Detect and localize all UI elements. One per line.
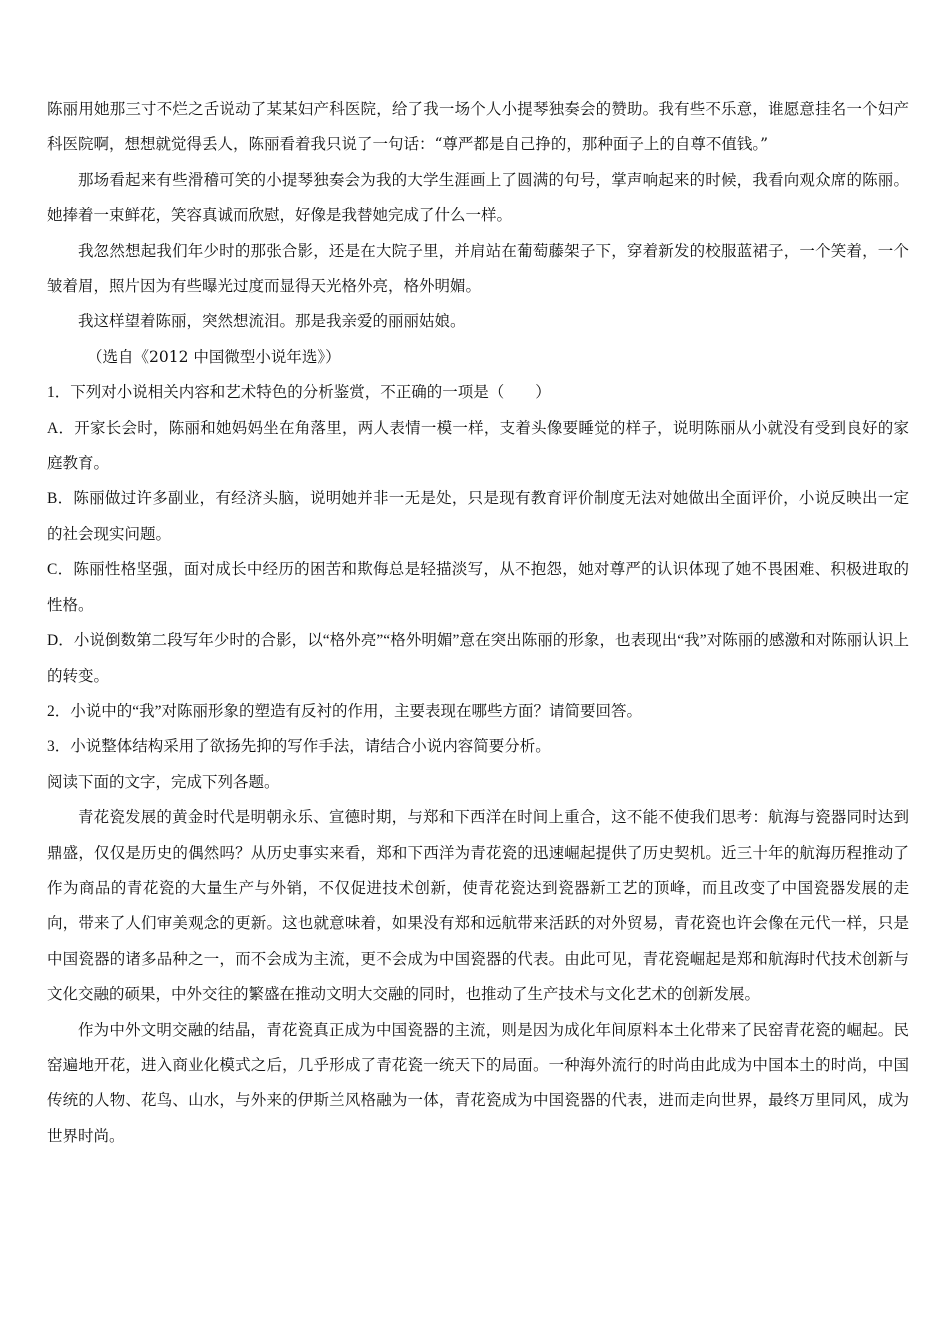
document-page [47,92,909,1154]
reading-paragraph-1: 青花瓷发展的黄金时代是明朝永乐、宣德时期，与郑和下西洋在时间上重合，这不能不使我们思考：航海与瓷器同时达到鼎盛，仅仅是历史的偶然吗？从历史事实来看，郑和下西洋为青花瓷的迅速崛起提供了历史契机。近三十年的航海历程推动了作为商品的青花瓷的大量生产与外销，不仅促进技术创新，使青花瓷达到瓷器新工艺的顶峰，而且改变了中国瓷器发展的走向，带来了人们审美观念的更新。这也就意味着，如果没有郑和远航带来活跃的对外贸易，青花瓷也许会像在元代一样，只是中国瓷器的诸多品种之一，而不会成为主流，更不会成为中国瓷器的代表。由此可见，青花瓷崛起是郑和航海时代技术创新与文化交融的硕果，中外交往的繁盛在推动文明大交融的同时，也推动了生产技术与文化艺术的创新发展。 [47,808,909,1004]
story-paragraph-4: 我这样望着陈丽，突然想流泪。那是我亲爱的丽丽姑娘。 [78,312,466,331]
option-c: C．陈丽性格坚强，面对成长中经历的困苦和欺侮总是轻描淡写，从不抱怨，她对尊严的认识体现了她不畏困难、积极进取的性格。 [47,561,909,614]
question-2: 2．小说中的“我”对陈丽形象的塑造有反衬的作用，主要表现在哪些方面？请简要回答。 [47,702,643,720]
option-d: D．小说倒数第二段写年少时的合影，以“格外亮”“格外明媚”意在突出陈丽的形象，也表现出“我”对陈丽的感激和对陈丽认识上的转变。 [47,632,909,685]
story-paragraph-1: 陈丽用她那三寸不烂之舌说动了某某妇产科医院，给了我一场个人小提琴独奏会的赞助。我有些不乐意，谁愿意挂名一个妇产科医院啊，想想就觉得丢人，陈丽看着我只说了一句话：“尊严都是自己挣的，那种面子上的自尊不值钱。” [47,100,909,154]
question-3: 3．小说整体结构采用了欲扬先抑的写作手法，请结合小说内容简要分析。 [47,738,551,756]
option-b: B．陈丽做过许多副业，有经济头脑，说明她并非一无是处，只是现有教育评价制度无法对她做出全面评价，小说反映出一定的社会现实问题。 [47,490,909,543]
option-a: A．开家长会时，陈丽和她妈妈坐在角落里，两人表情一模一样，支着头像要睡觉的样子，说明陈丽从小就没有受到良好的家庭教育。 [47,419,909,473]
reading-instruction: 阅读下面的文字，完成下列各题。 [47,773,280,791]
question-1: 1．下列对小说相关内容和艺术特色的分析鉴赏，不正确的一项是（ ） [47,384,551,402]
story-paragraph-2: 那场看起来有些滑稽可笑的小提琴独奏会为我的大学生涯画上了圆满的句号，掌声响起来的时候，我看向观众席的陈丽。她捧着一束鲜花，笑容真诚而欣慰，好像是我替她完成了什么一样。 [47,170,909,225]
story-source: （选自《2012 中国微型小说年选》） [87,347,341,366]
story-paragraph-3: 我忽然想起我们年少时的那张合影，还是在大院子里，并肩站在葡萄藤架子下，穿着新发的校服蓝裙子，一个笑着，一个皱着眉，照片因为有些曝光过度而显得天光格外亮，格外明媚。 [47,241,909,296]
reading-paragraph-2: 作为中外文明交融的结晶，青花瓷真正成为中国瓷器的主流，则是因为成化年间原料本土化带来了民窑青花瓷的崛起。民窑遍地开花，进入商业化模式之后，几乎形成了青花瓷一统天下的局面。一种海外流行的时尚由此成为中国本土的时尚，中国传统的人物、花鸟、山水，与外来的伊斯兰风格融为一体，青花瓷成为中国瓷器的代表，进而走向世界，最终万里同风，成为世界时尚。 [47,1020,909,1145]
